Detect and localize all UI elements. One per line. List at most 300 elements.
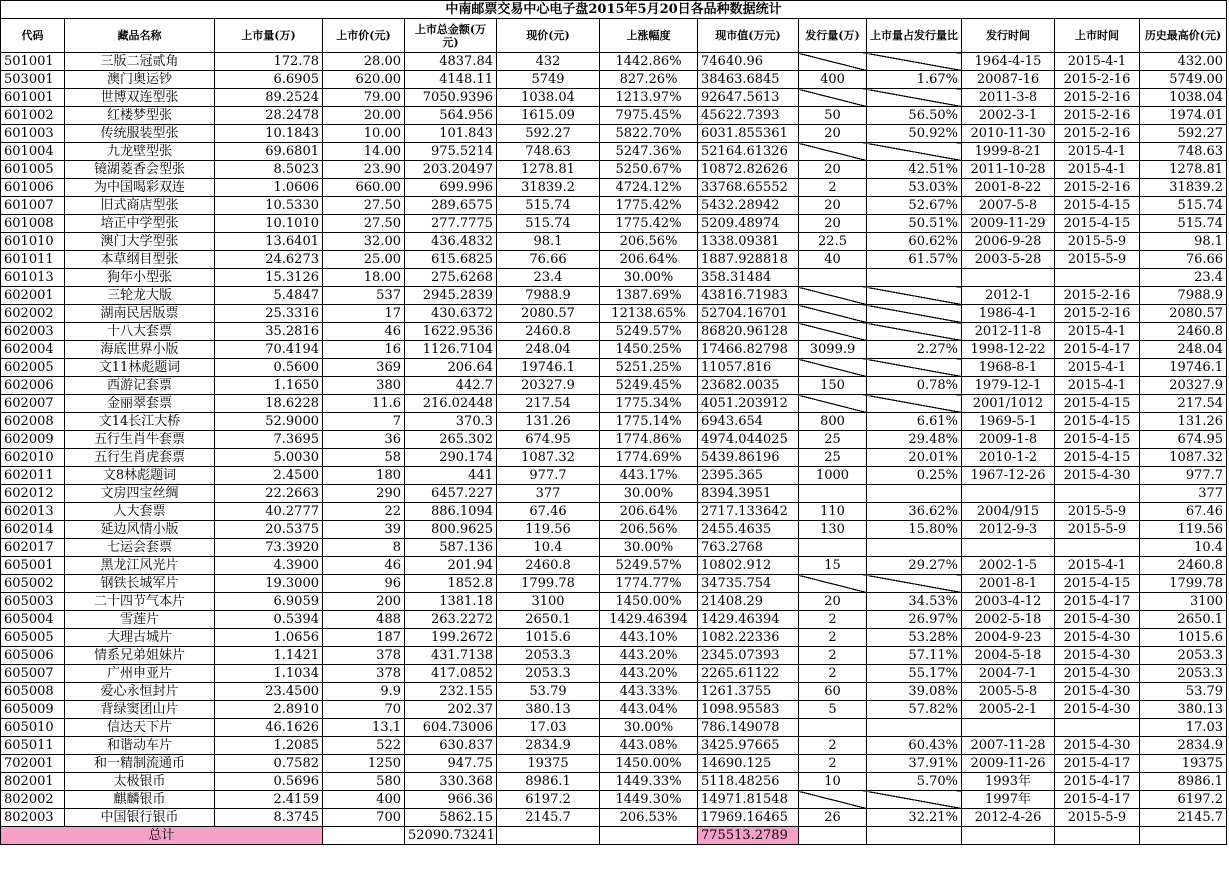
table-cell: 1774.77%: [600, 575, 698, 593]
table-cell: 10.1010: [215, 215, 323, 233]
table-cell: 7: [323, 413, 405, 431]
table-cell: 本草纲目型张: [65, 251, 215, 269]
table-cell: 206.64: [405, 359, 497, 377]
table-cell: 4837.84: [405, 53, 497, 71]
table-cell: 2834.9: [497, 737, 600, 755]
table-cell: 2: [799, 179, 867, 197]
table-cell: 2053.3: [1140, 665, 1227, 683]
table-cell: 58: [323, 449, 405, 467]
table-cell: 23.4: [1140, 269, 1227, 287]
table-cell: 29.48%: [867, 431, 962, 449]
table-cell: 1087.32: [1140, 449, 1227, 467]
table-cell: 34735.754: [698, 575, 799, 593]
table-cell: 60.43%: [867, 737, 962, 755]
table-row: [1, 179, 1227, 197]
table-cell: 537: [323, 287, 405, 305]
table-cell: 61.57%: [867, 251, 962, 269]
table-cell: 1450.25%: [600, 341, 698, 359]
table-row: [1, 305, 1227, 323]
table-cell: 1449.30%: [600, 791, 698, 809]
table-cell: 11.6: [323, 395, 405, 413]
table-cell: 0.5394: [215, 611, 323, 629]
table-cell: 2005-5-8: [962, 683, 1055, 701]
table-cell: 黑龙江风光片: [65, 557, 215, 575]
table-cell: 2004-7-1: [962, 665, 1055, 683]
table-row: [1, 53, 1227, 71]
table-cell: 70.4194: [215, 341, 323, 359]
table-cell: 30.00%: [600, 719, 698, 737]
table-cell: 1.0606: [215, 179, 323, 197]
table-cell: 601010: [1, 233, 65, 251]
table-cell: 52704.16701: [698, 305, 799, 323]
table-cell: 432.00: [1140, 53, 1227, 71]
table-cell: 信达天下片: [65, 719, 215, 737]
table-cell: 5.70%: [867, 773, 962, 791]
column-header: 历史最高价(元): [1140, 19, 1227, 53]
table-cell: 2.4500: [215, 467, 323, 485]
table-cell: 400: [799, 71, 867, 89]
table-cell: 431.7138: [405, 647, 497, 665]
table-cell: [867, 791, 962, 809]
table-cell: 605002: [1, 575, 65, 593]
table-cell: 2015-4-1: [1055, 143, 1140, 161]
table-cell: 14971.81548: [698, 791, 799, 809]
table-cell: 2: [799, 737, 867, 755]
table-cell: 36.62%: [867, 503, 962, 521]
table-cell: 660.00: [323, 179, 405, 197]
table-cell: 23.90: [323, 161, 405, 179]
table-cell: 430.6372: [405, 305, 497, 323]
table-cell: 2015-5-9: [1055, 809, 1140, 827]
table-cell: 1.2085: [215, 737, 323, 755]
column-header: 现价(元): [497, 19, 600, 53]
table-cell: 1.1421: [215, 647, 323, 665]
table-cell: 5209.48974: [698, 215, 799, 233]
table-cell: 30.00%: [600, 269, 698, 287]
table-cell: 592.27: [1140, 125, 1227, 143]
table-cell: 2455.4635: [698, 521, 799, 539]
table-cell: 370.3: [405, 413, 497, 431]
table-cell: 290: [323, 485, 405, 503]
table-cell: 2011-3-8: [962, 89, 1055, 107]
table-cell: 20327.9: [1140, 377, 1227, 395]
table-cell: 19375: [497, 755, 600, 773]
table-cell: 503001: [1, 71, 65, 89]
table-cell: 443.20%: [600, 665, 698, 683]
table-cell: 417.0852: [405, 665, 497, 683]
table-cell: 20.01%: [867, 449, 962, 467]
table-cell: 2080.57: [497, 305, 600, 323]
table-cell: 763.2768: [698, 539, 799, 557]
table-cell: 2053.3: [497, 647, 600, 665]
table-cell: 52.67%: [867, 197, 962, 215]
total-amount: 52090.73241: [405, 827, 497, 845]
table-cell: 60: [799, 683, 867, 701]
table-row: [1, 413, 1227, 431]
table-cell: 515.74: [1140, 215, 1227, 233]
table-cell: 630.837: [405, 737, 497, 755]
table-cell: 10: [799, 773, 867, 791]
table-cell: 1775.42%: [600, 215, 698, 233]
column-header: 藏品名称: [65, 19, 215, 53]
table-cell: 2003-5-28: [962, 251, 1055, 269]
table-cell: 6031.855361: [698, 125, 799, 143]
table-cell: 6457.227: [405, 485, 497, 503]
table-cell: 1993年: [962, 773, 1055, 791]
table-cell: 605011: [1, 737, 65, 755]
table-cell: 10.4: [1140, 539, 1227, 557]
table-cell: 2015-4-15: [1055, 431, 1140, 449]
table-cell: 1.1650: [215, 377, 323, 395]
table-cell: 1000: [799, 467, 867, 485]
table-cell: 0.7582: [215, 755, 323, 773]
table-cell: 2012-9-3: [962, 521, 1055, 539]
table-cell: 33768.65552: [698, 179, 799, 197]
table-cell: 1038.04: [1140, 89, 1227, 107]
table-cell: 1997年: [962, 791, 1055, 809]
table-cell: 2460.8: [497, 557, 600, 575]
table-cell: 602014: [1, 521, 65, 539]
table-cell: [799, 359, 867, 377]
column-header: 上市总金额(万元): [405, 19, 497, 53]
table-cell: 2015-4-17: [1055, 773, 1140, 791]
table-cell: 522: [323, 737, 405, 755]
table-cell: 2015-2-16: [1055, 125, 1140, 143]
table-cell: 57.82%: [867, 701, 962, 719]
table-cell: [867, 53, 962, 71]
table-row: [1, 107, 1227, 125]
table-cell: 2011-10-28: [962, 161, 1055, 179]
table-cell: [867, 575, 962, 593]
table-cell: 977.7: [497, 467, 600, 485]
table-cell: 130: [799, 521, 867, 539]
table-cell: 2006-9-28: [962, 233, 1055, 251]
table-cell: 2004/915: [962, 503, 1055, 521]
table-cell: 1449.33%: [600, 773, 698, 791]
table-cell: 2015-4-15: [1055, 575, 1140, 593]
table-cell: 1015.6: [1140, 629, 1227, 647]
table-cell: [799, 287, 867, 305]
table-cell: 947.75: [405, 755, 497, 773]
table-row: [1, 341, 1227, 359]
table-cell: 975.5214: [405, 143, 497, 161]
column-header: 发行时间: [962, 19, 1055, 53]
table-row: [1, 629, 1227, 647]
table-cell: 443.04%: [600, 701, 698, 719]
table-cell: 2: [799, 611, 867, 629]
table-cell: 110: [799, 503, 867, 521]
table-cell: 2015-4-30: [1055, 467, 1140, 485]
total-row: [1, 827, 1227, 845]
table-cell: 2834.9: [1140, 737, 1227, 755]
table-cell: [799, 827, 867, 845]
table-row: [1, 683, 1227, 701]
table-cell: 602011: [1, 467, 65, 485]
table-cell: 0.5696: [215, 773, 323, 791]
table-cell: 34.53%: [867, 593, 962, 611]
table-cell: 20.5375: [215, 521, 323, 539]
table-cell: [962, 827, 1055, 845]
table-cell: 2002-5-18: [962, 611, 1055, 629]
column-header: 上市价(元): [323, 19, 405, 53]
table-cell: 436.4832: [405, 233, 497, 251]
table-cell: 131.26: [1140, 413, 1227, 431]
table-cell: 澳门奥运钞: [65, 71, 215, 89]
table-cell: 5432.28942: [698, 197, 799, 215]
table-cell: 七运会套票: [65, 539, 215, 557]
table-cell: 2015-4-17: [1055, 791, 1140, 809]
table-cell: 601011: [1, 251, 65, 269]
table-cell: 2945.2839: [405, 287, 497, 305]
table-cell: 1098.95583: [698, 701, 799, 719]
table-cell: [799, 719, 867, 737]
table-row: [1, 449, 1227, 467]
table-cell: 36: [323, 431, 405, 449]
table-cell: 九龙壁型张: [65, 143, 215, 161]
table-cell: 麒麟银币: [65, 791, 215, 809]
table-cell: 203.20497: [405, 161, 497, 179]
table-cell: 1968-8-1: [962, 359, 1055, 377]
table-cell: 2015-4-15: [1055, 413, 1140, 431]
table-cell: 6.61%: [867, 413, 962, 431]
table-cell: 2015-4-1: [1055, 377, 1140, 395]
table-cell: 1799.78: [1140, 575, 1227, 593]
table-cell: 620.00: [323, 71, 405, 89]
table-cell: 1387.69%: [600, 287, 698, 305]
table-cell: 1.0656: [215, 629, 323, 647]
table-cell: 1278.81: [497, 161, 600, 179]
table-cell: 4974.044025: [698, 431, 799, 449]
table-cell: [867, 359, 962, 377]
table-cell: 2010-1-2: [962, 449, 1055, 467]
table-cell: 70: [323, 701, 405, 719]
table-cell: 2012-1: [962, 287, 1055, 305]
table-cell: 8394.3951: [698, 485, 799, 503]
table-cell: 7975.45%: [600, 107, 698, 125]
table-cell: 2.27%: [867, 341, 962, 359]
table-cell: 1429.46394: [600, 611, 698, 629]
table-cell: 2.4159: [215, 791, 323, 809]
table-cell: 文房四宝丝绸: [65, 485, 215, 503]
table-cell: 2009-11-29: [962, 215, 1055, 233]
table-cell: 0.78%: [867, 377, 962, 395]
table-cell: 20: [799, 215, 867, 233]
table-cell: 14.00: [323, 143, 405, 161]
table-row: [1, 197, 1227, 215]
table-cell: 5822.70%: [600, 125, 698, 143]
table-cell: 674.95: [1140, 431, 1227, 449]
table-cell: 2004-9-23: [962, 629, 1055, 647]
table-cell: [497, 827, 600, 845]
table-cell: 6197.2: [497, 791, 600, 809]
table-cell: 180: [323, 467, 405, 485]
table-cell: 2460.8: [497, 323, 600, 341]
table-cell: 443.33%: [600, 683, 698, 701]
table-cell: 5749: [497, 71, 600, 89]
table-cell: 2015-4-30: [1055, 737, 1140, 755]
table-row: [1, 791, 1227, 809]
table-cell: 五行生肖虎套票: [65, 449, 215, 467]
table-cell: 25.00: [323, 251, 405, 269]
table-cell: 248.04: [497, 341, 600, 359]
table-cell: [867, 143, 962, 161]
table-cell: 二十四节气本片: [65, 593, 215, 611]
table-cell: 1038.04: [497, 89, 600, 107]
table-cell: 2003-4-12: [962, 593, 1055, 611]
table-cell: 5249.57%: [600, 557, 698, 575]
table-cell: [867, 89, 962, 107]
table-cell: 1979-12-1: [962, 377, 1055, 395]
table-cell: 263.2272: [405, 611, 497, 629]
table-cell: 443.20%: [600, 647, 698, 665]
table-cell: 镜湖菱香会型张: [65, 161, 215, 179]
table-cell: 1261.3755: [698, 683, 799, 701]
table-cell: 培正中学型张: [65, 215, 215, 233]
table-cell: 2650.1: [1140, 611, 1227, 629]
table-cell: 为中国喝彩双连: [65, 179, 215, 197]
table-cell: 7.3695: [215, 431, 323, 449]
table-cell: 22.5: [799, 233, 867, 251]
table-cell: 2: [799, 665, 867, 683]
table-cell: 2012-4-26: [962, 809, 1055, 827]
table-row: [1, 557, 1227, 575]
table-cell: 广州申亚片: [65, 665, 215, 683]
table-cell: 39.08%: [867, 683, 962, 701]
table-cell: 1450.00%: [600, 593, 698, 611]
table-cell: 50: [799, 107, 867, 125]
table-body: [1, 53, 1227, 845]
table-cell: 31839.2: [1140, 179, 1227, 197]
table-cell: 3099.9: [799, 341, 867, 359]
table-cell: 201.94: [405, 557, 497, 575]
table-cell: 6943.654: [698, 413, 799, 431]
table-cell: 748.63: [1140, 143, 1227, 161]
table-cell: 580: [323, 773, 405, 791]
table-cell: 2053.3: [1140, 647, 1227, 665]
table-cell: 5251.25%: [600, 359, 698, 377]
table-cell: 10.00: [323, 125, 405, 143]
table-cell: 2004-5-18: [962, 647, 1055, 665]
table-cell: 人大套票: [65, 503, 215, 521]
table-cell: 1615.09: [497, 107, 600, 125]
table-cell: 5247.36%: [600, 143, 698, 161]
table-cell: 277.7775: [405, 215, 497, 233]
table-cell: 2015-4-1: [1055, 323, 1140, 341]
table-cell: 601006: [1, 179, 65, 197]
table-cell: 67.46: [497, 503, 600, 521]
table-cell: 216.02448: [405, 395, 497, 413]
table-cell: 金丽翠套票: [65, 395, 215, 413]
column-header: 现市值(万元): [698, 19, 799, 53]
table-cell: 290.174: [405, 449, 497, 467]
table-cell: 602003: [1, 323, 65, 341]
table-cell: [867, 287, 962, 305]
header-row: [1, 19, 1227, 53]
table-cell: 57.11%: [867, 647, 962, 665]
table-cell: 2145.7: [1140, 809, 1227, 827]
table-cell: 700: [323, 809, 405, 827]
table-cell: 217.54: [1140, 395, 1227, 413]
table-cell: 42.51%: [867, 161, 962, 179]
table-cell: 大理古城片: [65, 629, 215, 647]
table-cell: 1213.97%: [600, 89, 698, 107]
table-cell: 55.17%: [867, 665, 962, 683]
table-cell: 206.64%: [600, 251, 698, 269]
table-cell: 2015-4-1: [1055, 359, 1140, 377]
table-cell: 602007: [1, 395, 65, 413]
table-cell: 442.7: [405, 377, 497, 395]
table-cell: 265.302: [405, 431, 497, 449]
table-row: [1, 233, 1227, 251]
table-cell: 1015.6: [497, 629, 600, 647]
table-cell: [600, 827, 698, 845]
table-cell: 2717.133642: [698, 503, 799, 521]
table-cell: 19746.1: [497, 359, 600, 377]
table-cell: 69.6801: [215, 143, 323, 161]
table-cell: 15.3126: [215, 269, 323, 287]
table-cell: 20: [799, 161, 867, 179]
table-cell: 2001-8-1: [962, 575, 1055, 593]
table-cell: 67.46: [1140, 503, 1227, 521]
table-cell: 11057.816: [698, 359, 799, 377]
table-cell: 18.6228: [215, 395, 323, 413]
table-cell: 三轮龙大版: [65, 287, 215, 305]
table-cell: 605001: [1, 557, 65, 575]
table-cell: 红楼梦型张: [65, 107, 215, 125]
table-cell: 601001: [1, 89, 65, 107]
table-cell: 46.1626: [215, 719, 323, 737]
table-cell: 2015-5-9: [1055, 233, 1140, 251]
table-cell: [799, 791, 867, 809]
table-row: [1, 755, 1227, 773]
table-cell: 2009-11-26: [962, 755, 1055, 773]
table-cell: 21408.29: [698, 593, 799, 611]
table-cell: 2007-11-28: [962, 737, 1055, 755]
table-cell: 2015-4-15: [1055, 197, 1140, 215]
table-row: [1, 287, 1227, 305]
table-cell: 605009: [1, 701, 65, 719]
table-row: [1, 593, 1227, 611]
table-cell: 2010-11-30: [962, 125, 1055, 143]
table-cell: 50.51%: [867, 215, 962, 233]
table-cell: 三版二冠贰角: [65, 53, 215, 71]
table-cell: 232.155: [405, 683, 497, 701]
table-cell: 6197.2: [1140, 791, 1227, 809]
table-cell: 89.2524: [215, 89, 323, 107]
table-cell: [867, 485, 962, 503]
table-cell: 8.3745: [215, 809, 323, 827]
table-cell: 56.50%: [867, 107, 962, 125]
table-cell: 53.03%: [867, 179, 962, 197]
table-cell: 3100: [497, 593, 600, 611]
table-cell: 五行生肖牛套票: [65, 431, 215, 449]
table-cell: 602017: [1, 539, 65, 557]
table-cell: [867, 323, 962, 341]
table-cell: 432: [497, 53, 600, 71]
table-cell: 601005: [1, 161, 65, 179]
table-cell: 1998-12-22: [962, 341, 1055, 359]
table-cell: [799, 89, 867, 107]
table-cell: 605010: [1, 719, 65, 737]
table-cell: 10802.912: [698, 557, 799, 575]
table-row: [1, 269, 1227, 287]
table-cell: 217.54: [497, 395, 600, 413]
table-cell: 和一精制流通币: [65, 755, 215, 773]
table-cell: 5862.15: [405, 809, 497, 827]
table-cell: 79.00: [323, 89, 405, 107]
table-cell: 5250.67%: [600, 161, 698, 179]
table-cell: 827.26%: [600, 71, 698, 89]
